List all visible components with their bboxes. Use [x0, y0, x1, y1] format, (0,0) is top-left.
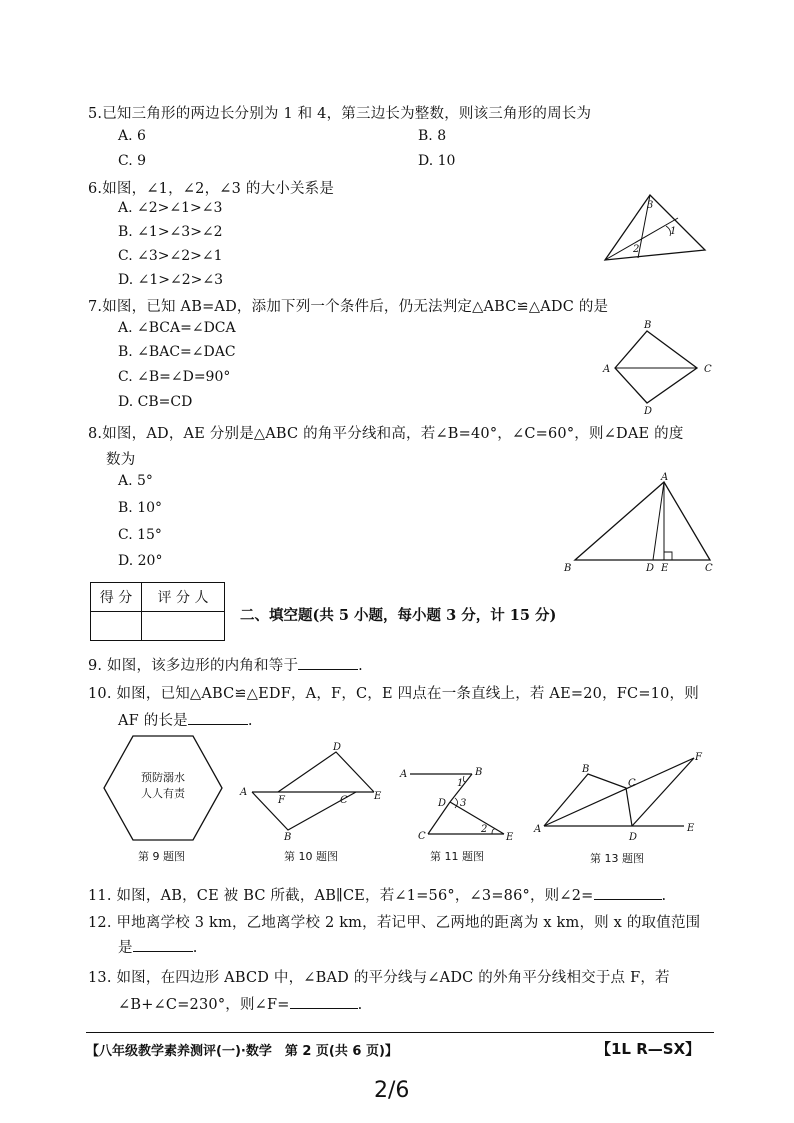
page-indicator: 2/6: [374, 1078, 410, 1103]
q8-stem-line1: 8.如图，AD，AE 分别是△ABC 的角平分线和高，若∠B=40°，∠C=60°，则∠DAE 的度: [88, 426, 684, 442]
fig9-sign: [133, 770, 193, 802]
q8-figure: [560, 472, 720, 577]
fig13-label-c: C: [628, 778, 636, 789]
q7-option-d: D. CB=CD: [118, 394, 193, 410]
q10-stem-line2: AF 的长是: [118, 713, 188, 729]
q12-end: .: [192, 940, 198, 956]
fig10-label-d: D: [333, 742, 342, 753]
q5-option-d: D. 10: [418, 153, 456, 169]
q8-fig-label-b: B: [564, 563, 572, 574]
q10-answer-blank[interactable]: [188, 710, 248, 725]
q13-end: .: [357, 997, 363, 1013]
q8-fig-label-c: C: [705, 563, 713, 574]
footer-code: 【1L R—SX】: [596, 1040, 701, 1058]
q9-answer-blank[interactable]: [298, 655, 358, 670]
q12-line1: 12. 甲地离学校 3 km，乙地离学校 2 km，若记甲、乙两地的距离为 x km，则 x 的取值范围: [88, 915, 701, 931]
fig11-label-c: C: [418, 831, 426, 842]
score-table-header-score: 得 分: [91, 583, 142, 612]
q8-option-b: B. 10°: [118, 500, 163, 516]
score-table-cell-grader[interactable]: [142, 612, 225, 641]
q12-stem-line2: 是: [118, 940, 133, 956]
fig11-label-n2: 2: [481, 824, 488, 835]
fig13-label-b: B: [582, 764, 590, 775]
fig10-label-e: E: [374, 791, 382, 802]
q11-text: [88, 884, 666, 905]
q8-option-a: A. 5°: [118, 473, 153, 489]
fig13-caption: 第 13 题图: [590, 852, 644, 865]
q5-option-c: C. 9: [118, 153, 147, 169]
q8-stem-line2: 数为: [106, 452, 136, 468]
fig9-caption: 第 9 题图: [138, 850, 185, 863]
q7-figure: [600, 318, 720, 418]
q6-option-c: C. ∠3>∠2>∠1: [118, 248, 223, 264]
fig13-label-a: A: [534, 824, 542, 835]
fig13-label-f: F: [695, 752, 702, 763]
q7-option-c: C. ∠B=∠D=90°: [118, 369, 231, 385]
q6-figure: [600, 190, 710, 270]
q7-stem: 7.如图，已知 AB=AD，添加下列一个条件后，仍无法判定△ABC≌△ADC 的是: [88, 299, 609, 315]
q6-fig-label-3: 3: [647, 200, 654, 211]
q7-fig-label-c: C: [704, 364, 712, 375]
q6-fig-label-1: 1: [670, 226, 677, 237]
fig13-label-e: E: [687, 823, 695, 834]
q6-stem: 6.如图，∠1，∠2，∠3 的大小关系是: [88, 181, 335, 197]
fig11-caption: 第 11 题图: [430, 850, 484, 863]
q6-option-b: B. ∠1>∠3>∠2: [118, 224, 223, 240]
fig9-sign-line2: 人人有责: [141, 787, 185, 800]
q11-stem: 11. 如图，AB，CE 被 BC 所截，AB∥CE，若∠1=56°，∠3=86°，则∠2=: [88, 888, 594, 904]
q8-option-d: D. 20°: [118, 553, 163, 569]
q8-fig-label-e: E: [661, 563, 669, 574]
fig11-label-n1: 1: [457, 778, 464, 789]
q6-option-d: D. ∠1>∠2>∠3: [118, 272, 223, 288]
q11-end: .: [661, 888, 667, 904]
score-table-cell-score[interactable]: [91, 612, 142, 641]
q8-option-c: C. 15°: [118, 527, 162, 543]
fig11-label-d: D: [438, 798, 447, 809]
fig13-label-d: D: [629, 832, 638, 843]
fig10-label-b: B: [284, 832, 292, 843]
q9-text: [88, 654, 363, 675]
q10-line2: [118, 709, 253, 730]
footer-rule: [86, 1032, 714, 1033]
fig10-figure: [238, 742, 388, 842]
q13-line1: 13. 如图，在四边形 ABCD 中，∠BAD 的平分线与∠ADC 的外角平分线相交于点 F，若: [88, 970, 670, 986]
q7-option-b: B. ∠BAC=∠DAC: [118, 344, 236, 360]
score-table: [90, 582, 225, 641]
fig11-label-b: B: [475, 767, 483, 778]
q7-fig-label-d: D: [644, 406, 653, 417]
q6-option-a: A. ∠2>∠1>∠3: [118, 200, 223, 216]
q12-answer-blank[interactable]: [133, 937, 193, 952]
fig10-label-a: A: [240, 787, 248, 798]
fig10-caption: 第 10 题图: [284, 850, 338, 863]
fig11-label-a: A: [400, 769, 408, 780]
fig10-label-f: F: [278, 795, 285, 806]
q6-fig-label-2: 2: [633, 244, 640, 255]
fig9-sign-line1: 预防溺水: [141, 771, 185, 784]
fig11-figure: [396, 762, 526, 846]
q13-answer-blank[interactable]: [290, 994, 358, 1009]
q11-answer-blank[interactable]: [594, 885, 662, 900]
fig13-figure: [532, 748, 712, 846]
score-table-header-grader: 评 分 人: [142, 583, 225, 612]
q13-line2: [118, 993, 362, 1014]
q5-option-b: B. 8: [418, 128, 447, 144]
fig11-label-n3: 3: [460, 798, 467, 809]
q13-stem-line2: ∠B+∠C=230°，则∠F=: [118, 997, 290, 1013]
footer-left: 【八年级教学素养测评(一)·数学 第 2 页(共 6 页)】: [86, 1044, 398, 1059]
q7-option-a: A. ∠BCA=∠DCA: [118, 320, 236, 336]
q5-stem: 5.已知三角形的两边长分别为 1 和 4，第三边长为整数，则该三角形的周长为: [88, 106, 592, 122]
q7-fig-label-b: B: [644, 320, 652, 331]
fig10-label-c: C: [340, 795, 348, 806]
fig11-label-e: E: [506, 832, 514, 843]
q9-stem: 9. 如图，该多边形的内角和等于: [88, 658, 299, 674]
section-2-heading: 二、填空题(共 5 小题，每小题 3 分，计 15 分): [240, 607, 557, 624]
q10-end: .: [247, 713, 253, 729]
q9-end: .: [358, 658, 363, 674]
q12-line2: [118, 936, 198, 957]
q5-option-a: A. 6: [118, 128, 146, 144]
q7-fig-label-a: A: [603, 364, 611, 375]
q10-line1: 10. 如图，已知△ABC≌△EDF，A，F，C，E 四点在一条直线上，若 AE=20，FC=10，则: [88, 686, 699, 702]
q8-fig-label-a: A: [661, 472, 669, 483]
q8-fig-label-d: D: [646, 563, 655, 574]
